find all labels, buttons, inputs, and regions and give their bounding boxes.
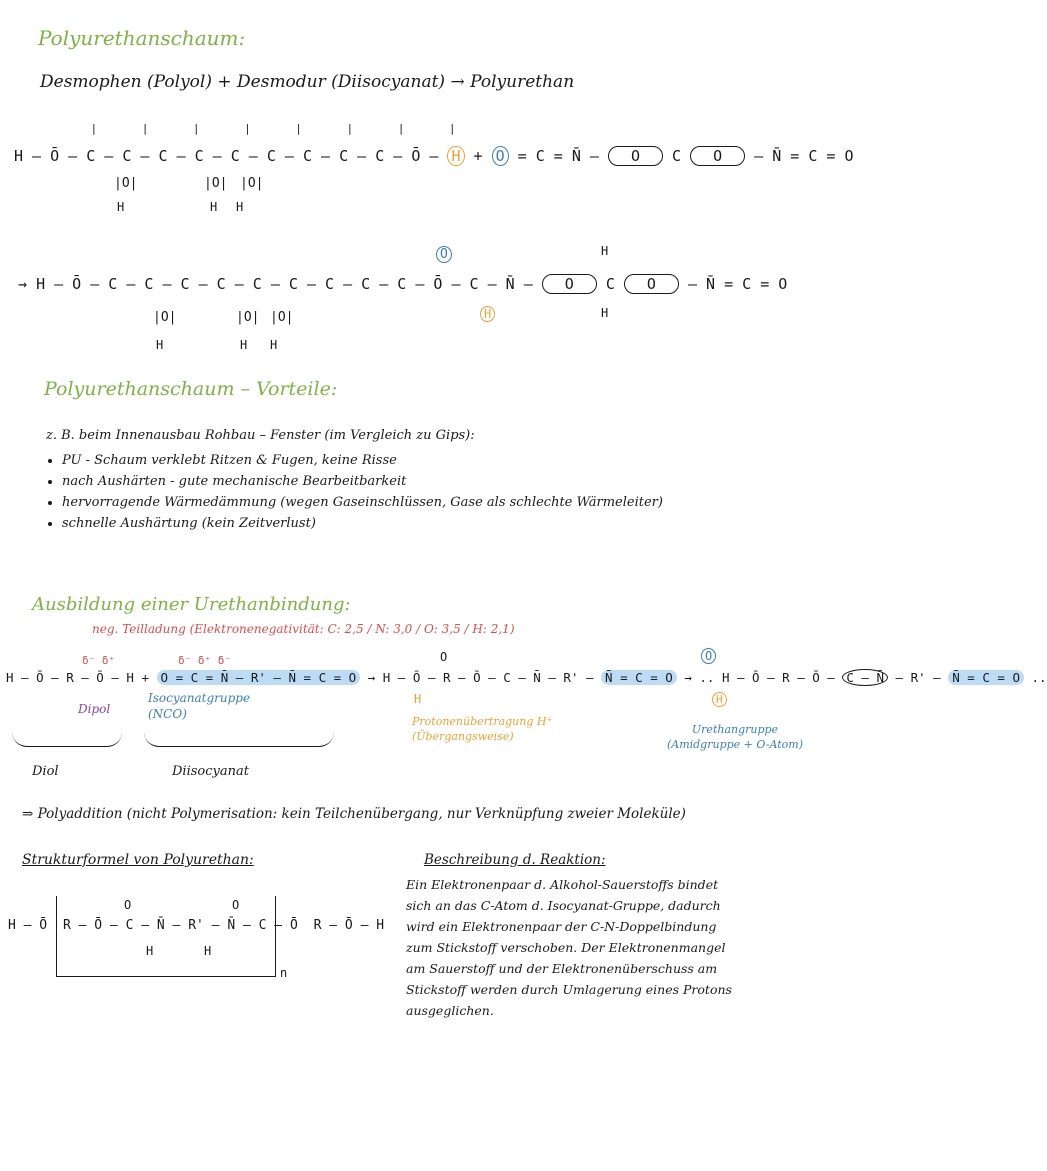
struktur-o1: O (124, 898, 132, 912)
product-end: .. (1031, 670, 1047, 685)
struktur-n: n (280, 966, 288, 980)
isocyanat-gruppe-label: Isocyanatgruppe (NCO) (148, 691, 251, 721)
benzene-ring-2: O (690, 146, 745, 166)
bond-ticks-top: | | | | | | | | (92, 122, 477, 135)
side-oh-4: |O| (153, 310, 177, 325)
transferred-proton: H (480, 306, 495, 322)
bridge-carbon-2: C (605, 275, 615, 293)
diol-formula: H – Ō – R – Ō – H (6, 670, 134, 685)
carbonyl-oxygen: O (436, 246, 452, 263)
advantages-title: Polyurethanschaum – Vorteile: (44, 378, 338, 400)
equation-line: Desmophen (Polyol) + Desmodur (Diisocyanat) → Polyurethan (40, 72, 575, 92)
side-oh-3: |O| (240, 176, 264, 191)
struktur-o2: O (232, 898, 240, 912)
side-oh-1: |O| (114, 176, 138, 191)
product-formula-a: H – Ō – R – Ō – (721, 670, 835, 685)
reaction-arrow-1: → (18, 275, 28, 293)
side-h-2: H (210, 200, 218, 214)
side-h-1: H (117, 200, 125, 214)
proton-h2: H (712, 692, 727, 707)
reaction-2 (18, 240, 818, 370)
proton-h1: H (414, 692, 422, 706)
advantage-item: • nach Aushärten - gute mechanische Bearbeitbarkeit (62, 471, 764, 492)
intermediate-formula: H – Ō – R – Ō – C – N̄ – R' – (382, 670, 594, 685)
intermediate-nco: N̄ = C = O (601, 670, 677, 685)
bridge-h-bottom: H (601, 306, 609, 320)
polyol-proton: H (447, 146, 464, 166)
product-nco: N̄ = C = O (948, 670, 1024, 685)
product-formula-b: – R' – (895, 670, 941, 685)
beschreibung-line: zum Stickstoff verschoben. Der Elektronenmangel (406, 940, 726, 955)
urethane-title: Ausbildung einer Urethanbindung: (32, 594, 351, 615)
side-oh-6: |O| (270, 310, 294, 325)
struktur-main: R – Ō – C – N̄ – R' – N̄ – C – Ō (62, 918, 298, 933)
bridge-h-top: H (601, 244, 609, 258)
urethane-equation (6, 670, 1047, 685)
urethangruppe-label: Urethangruppe (Amidgruppe + O-Atom) (666, 723, 804, 751)
side-h-4: H (156, 338, 164, 352)
urethane-chain: H – Ō – C – C – C – C – C – C – C – C – C – Ō – C – N̄ – (36, 275, 533, 293)
diol-brace (12, 732, 122, 747)
reaction-arrow-2: → (367, 670, 376, 685)
delta-labels-nco: δ⁻ δ⁺ δ⁻ (178, 654, 231, 667)
bridge-carbon: C (672, 147, 682, 165)
beschreibung-line: wird ein Elektronenpaar der C-N-Doppelbindung (406, 919, 717, 934)
reaction-arrow-3: → .. (684, 670, 715, 685)
plus-sign: + (141, 670, 149, 685)
isocyanate-oxygen: O (492, 146, 509, 166)
plus-sign: + (473, 147, 483, 165)
diisocyanat-brace (144, 732, 334, 747)
struktur-left: H – Ō (8, 918, 48, 933)
struktur-h2: H (204, 944, 212, 958)
side-h-5: H (240, 338, 248, 352)
advantage-item: • schnelle Aushärtung (kein Zeitverlust) (62, 513, 764, 534)
polyaddition-note: ⇒ Polyaddition (nicht Polymerisation: kein Teilchenübergang, nur Verknüpfung zweier Moleküle) (22, 806, 686, 822)
benzene-ring-1: O (608, 146, 663, 166)
advantage-item: • hervorragende Wärmedämmung (wegen Gaseinschlüssen, Gase als schlechte Wärmeleiter) (62, 492, 764, 513)
struktur-h1: H (146, 944, 154, 958)
advantages-intro: z. B. beim Innenausbau Rohbau – Fenster (im Vergleich zu Gips): (46, 428, 475, 443)
protonen-label: Protonenübertragung H⁺ (Übergangsweise) (412, 715, 553, 743)
delta-labels-diol: δ⁻ δ⁺ (82, 654, 116, 667)
struktur-right: R – Ō – H (313, 918, 385, 933)
beschreibung-line: Stickstoff werden durch Umlagerung eines Protons (406, 982, 732, 997)
beschreibung-line: sich an das C-Atom d. Isocyanat-Gruppe, dadurch (406, 898, 721, 913)
product-urethane-group: C – N̄ (842, 669, 888, 686)
isocyanate-tail-2: – N̄ = C = O (687, 275, 788, 293)
struktur-title: Strukturformel von Polyurethan: (22, 852, 254, 868)
benzene-ring-3: O (542, 274, 597, 294)
beschreibung-title: Beschreibung d. Reaktion: (424, 852, 606, 868)
beschreibung-line: am Sauerstoff und der Elektronenüberschuss am (406, 961, 718, 976)
beschreibung-line: Ein Elektronenpaar d. Alkohol-Sauerstoffs bindet (406, 877, 719, 892)
benzene-ring-4: O (624, 274, 679, 294)
diisocyanat-label: Diisocyanat (172, 764, 249, 779)
side-h-3: H (236, 200, 244, 214)
side-h-6: H (270, 338, 278, 352)
side-oh-5: |O| (236, 310, 260, 325)
diol-label: Diol (32, 764, 59, 779)
reaction-1 (14, 118, 854, 228)
isocyanate-group: = C = N̄ – (517, 147, 599, 165)
partial-charge-note: neg. Teilladung (Elektronenegativität: C: 2,5 / N: 3,0 / O: 3,5 / H: 2,1) (92, 622, 515, 636)
beschreibung-text (406, 874, 816, 1021)
isocyanate-tail: – N̄ = C = O (754, 147, 854, 165)
page-title: Polyurethanschaum: (38, 26, 246, 50)
advantage-item: • PU - Schaum verklebt Ritzen & Fugen, keine Risse (62, 450, 764, 471)
urethane-carbonyl-o2: O (701, 648, 716, 664)
polyol-chain: H – Ō – C – C – C – C – C – C – C – C – C – Ō – (14, 147, 439, 165)
struktur-bracket (56, 896, 276, 977)
side-oh-2: |O| (204, 176, 228, 191)
urethane-carbonyl-o1: O (440, 650, 448, 664)
dipol-label: Dipol (78, 702, 111, 716)
diisocyanate-formula: O = C = N̄ – R' – N̄ = C = O (157, 670, 361, 685)
advantages-list (44, 450, 764, 534)
beschreibung-line: ausgeglichen. (406, 1003, 494, 1018)
